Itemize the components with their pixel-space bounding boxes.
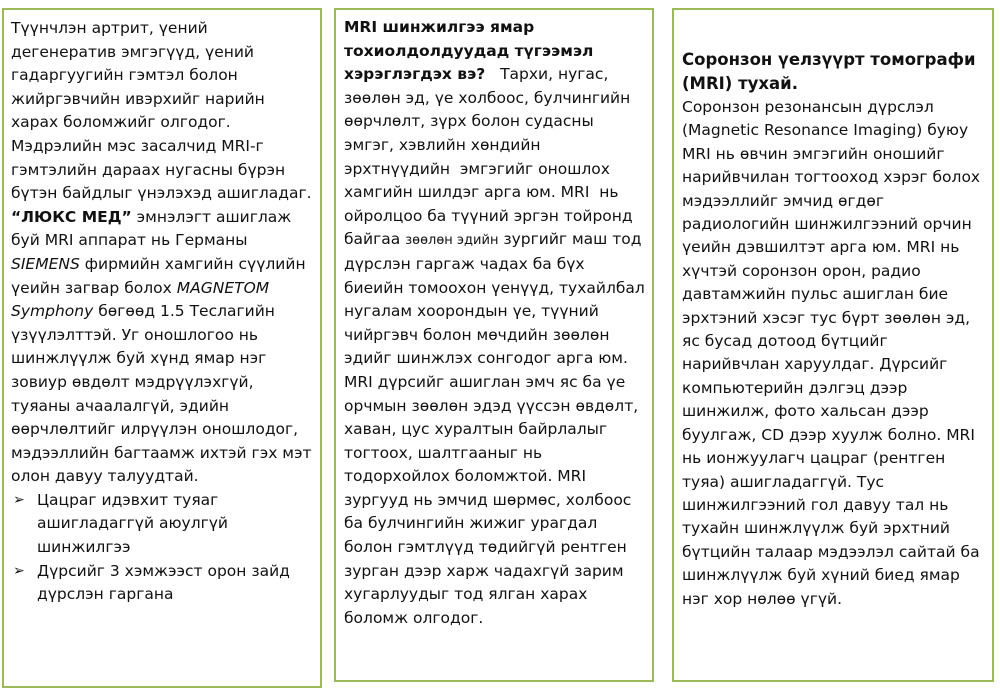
usage-question: MRI шинжилгээ ямар тохиолдолдуудад түгээмэл хэрэглэгдэх вэ? <box>344 18 594 84</box>
about-heading: Соронзон үелзүүрт томографи (MRI) тухай. <box>682 50 976 93</box>
brand-siemens: SIEMENS <box>11 254 80 273</box>
equipment-text-a: эмнэлэгт ашиглаж буй MRI аппарат нь Германы <box>11 207 292 250</box>
list-item <box>11 560 314 607</box>
arrowhead-bullet-icon: ➢ <box>13 491 25 508</box>
equipment-text-c: бөгөөд 1.5 Теслагийн үзүүлэлттэй. Уг оношлогоо нь шинжлүүлж буй хүнд ямар нэг зовиур өвдөлт мэдрүүлэхгүй, туяаны ачаалалгүй, эдийн өөрчлөлтийг илрүүлэн оношлодог, мэдээллийн багтаамж ихтэй гэх мэт олон давуу талуудтай. <box>11 302 312 486</box>
list-item-text: Цацраг идэвхит туяаг ашигладаггүй аюулгүй шинжилгээ <box>37 490 228 557</box>
equipment-paragraph <box>11 206 314 489</box>
usage-text-a: Тархи, нугас, зөөлөн эд, үе холбоос, булчингийн өөрчлөлт, зүрх болон судасны эмгэг, хэвлийн хөндийн эрхтнүүдийн эмгэгийг оношлох хамгийн шилдэг арга юм. MRI нь ойролцоо ба түүний эргэн тойронд байгаа <box>344 65 638 249</box>
clinic-name: “ЛЮКС МЕД” <box>11 207 132 226</box>
about-paragraph: Соронзон резонансын дүрслэл (Magnetic Resonance Imaging) буюу MRI нь өвчин эмгэгийн оношийг нарийвчилан тогтооход хэрэг болох мэдээллийг эмчид өгдөг радиологийн шинжилгээний орчин үеийн дэвшилтэт арга юм. MRI нь хүчтэй соронзон орон, радио давтамжийн пульс ашиглан бие эрхтэний хэсэг тус бүрт зөөлөн эд, яс бусад дотоод бүтцийг нарийвчлан харуулдаг. Дүрсийг компьютерийн дэлгэц дээр шинжилж, фото хальсан дээр буулгаж, CD дээр хуулж болно. MRI нь ионжуулагч цацраг (рентген туяа) ашигладаггүй. Тус шинжилгээний гол давуу тал нь тухайн шинжлүүлж буй эрхтний бүтцийн талаар мэдээлэл сайтай ба шинжлүүлж буй хүний биед ямар нэг хор нөлөө үгүй. <box>682 98 981 608</box>
advantages-list <box>11 489 314 607</box>
info-column-usage <box>334 8 654 682</box>
info-column-about-mri <box>672 8 994 682</box>
brand-magnetom: MAGNETOM Symphony <box>11 278 270 321</box>
list-item <box>11 489 314 560</box>
arrowhead-bullet-icon: ➢ <box>13 562 25 579</box>
equipment-text-b: фирмийн хамгийн сүүлийн үеийн загвар болох <box>11 254 306 297</box>
list-item-text: Дүрсийг 3 хэмжээст орон зайд дүрслэн гаргана <box>37 561 290 604</box>
intro-paragraph: Түүнчлэн артрит, үений дегенератив эмгэгүүд, үений гадаргуугийн гэмтэл болон жийргэвчийн ивэрхийг нарийн харах боломжийг олгодог. Мэдрэлийн мэс засалчид MRI-г гэмтэлийн дараах нугасны бүрэн бүтэн байдлыг үнэлэхэд ашигладаг. <box>11 19 312 203</box>
usage-text-small: зөөлөн эдийн <box>405 233 499 249</box>
usage-paragraph <box>344 16 646 630</box>
info-column-equipment <box>2 8 322 688</box>
usage-text-b: зургийг маш тод дүрслэн гаргаж чадах ба бүх биеийн томоохон үенүүд, тухайлбал нугалам хоорондын үе, түүний чийргэвч болон мөчдийн зөөлөн эдийг шинжлэх сонгодог арга юм. MRI дүрсийг ашиглан эмч яс ба үе орчмын зөөлөн эдэд үүссэн өвдөлт, хаван, цус хуралтын байрлалыг тогтоох, шалтгааныг нь тодорхойлох боломжтой. MRI зургууд нь эмчид шөрмөс, холбоос ба булчингийн жижиг урагдал болон гэмтлүүд төдийгүй рентген зурган дээр харж чадахгүй зарим хугарлуудыг тод ялган харах боломж олгодог. <box>344 230 645 627</box>
